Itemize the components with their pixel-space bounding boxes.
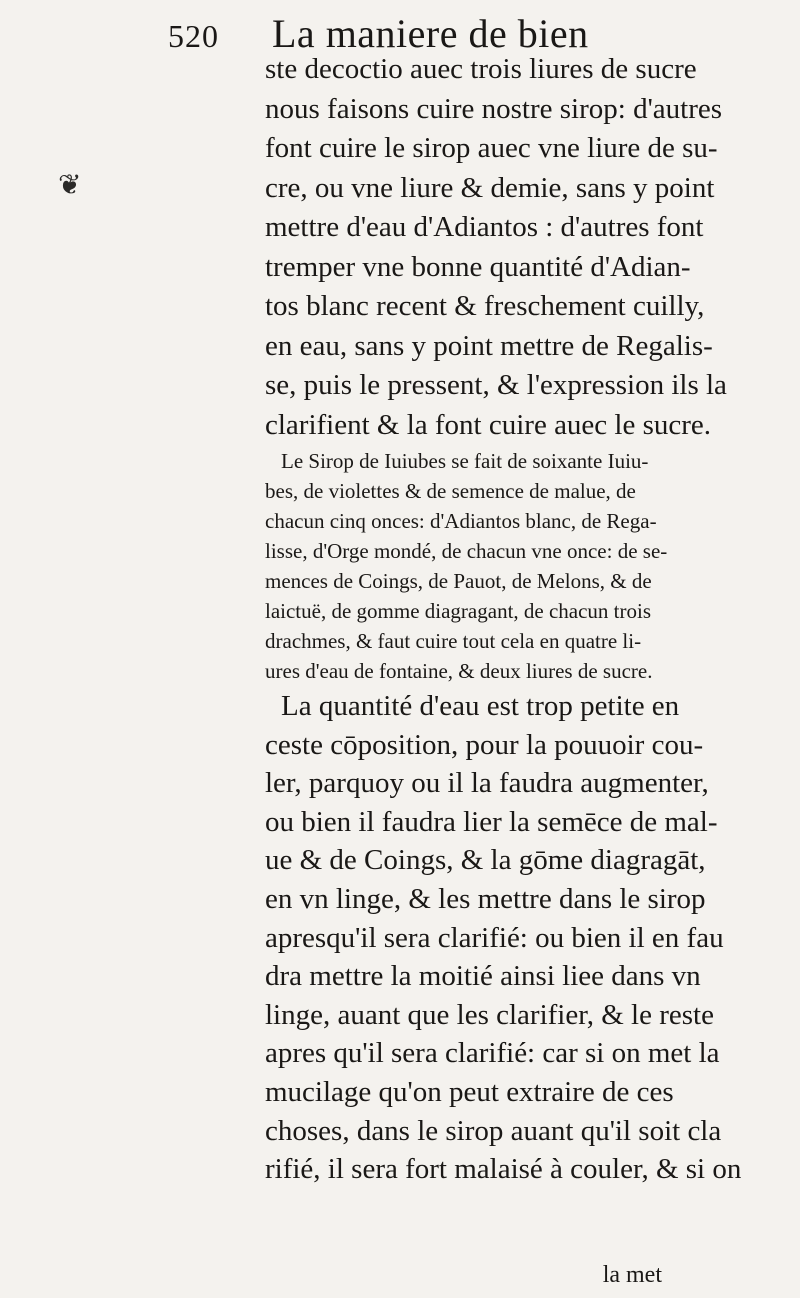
recipe-line: laictuë, de gomme diagragant, de chacun trois [265, 599, 652, 623]
text-line: ceste cōposition, pour la pouuoir cou- [265, 728, 704, 761]
recipe-line: ures d'eau de fontaine, & deux liures de sucre. [265, 659, 653, 683]
text-line: font cuire le sirop auec vne liure de su- [265, 132, 718, 164]
recipe-line: bes, de violettes & de semence de malue, de [265, 479, 636, 503]
recipe-line: chacun cinq onces: d'Adiantos blanc, de Rega- [265, 509, 657, 533]
text-line: ste decoctio auec trois liures de sucre [265, 53, 697, 85]
text-line: ou bien il faudra lier la semēce de mal- [265, 805, 718, 838]
text-line: rifié, il sera fort malaisé à couler, & si on [265, 1153, 742, 1186]
text-line: en eau, sans y point mettre de Regalis- [265, 329, 713, 362]
text-line: choses, dans le sirop auant qu'il soit cla [265, 1114, 722, 1147]
text-line: clarifient & la font cuire auec le sucre. [265, 408, 712, 441]
recipe-line: Le Sirop de Iuiubes se fait de soixante Iuiu- [281, 449, 649, 473]
paragraph-decoction [265, 50, 800, 445]
recipe-line: drachmes, & faut cuire tout cela en quatre li- [265, 629, 642, 653]
recipe-line: lisse, d'Orge mondé, de chacun vne once: de se- [265, 539, 668, 563]
text-line: ler, parquoy ou il la faudra augmenter, [265, 767, 709, 800]
catchword: la met [602, 1262, 662, 1288]
text-line: tos blanc recent & freschement cuilly, [265, 290, 705, 322]
text-line: cre, ou vne liure & demie, sans y point [265, 171, 715, 204]
text-line: ue & de Coings, & la gōme diagragāt, [265, 844, 706, 877]
recipe-line: mences de Coings, de Pauot, de Melons, & de [265, 569, 652, 593]
page-number: 520 [168, 18, 219, 54]
text-line: se, puis le pressent, & l'expression ils la [265, 369, 727, 401]
text-line: apres qu'il sera clarifié: car si on met la [265, 1037, 720, 1070]
text-line: La quantité d'eau est trop petite en [281, 690, 680, 722]
text-line: dra mettre la moitié ainsi liee dans vn [265, 960, 701, 993]
text-line: mettre d'eau d'Adiantos : d'autres font [265, 211, 704, 243]
paragraph-commentary [265, 687, 800, 1189]
recipe-sirop-iuiubes [265, 446, 800, 686]
text-line: apresqu'il sera clarifié: ou bien il en fau [265, 921, 724, 954]
text-line: linge, auant que les clarifier, & le reste [265, 998, 714, 1031]
text-line: tremper vne bonne quantité d'Adian- [265, 250, 691, 283]
text-line: nous faisons cuire nostre sirop: d'autres [265, 92, 723, 125]
margin-mark-icon: ❦ [58, 170, 82, 201]
text-line: en vn linge, & les mettre dans le sirop [265, 882, 706, 915]
running-title: La maniere de bien [272, 11, 589, 56]
text-line: mucilage qu'on peut extraire de ces [265, 1075, 674, 1108]
